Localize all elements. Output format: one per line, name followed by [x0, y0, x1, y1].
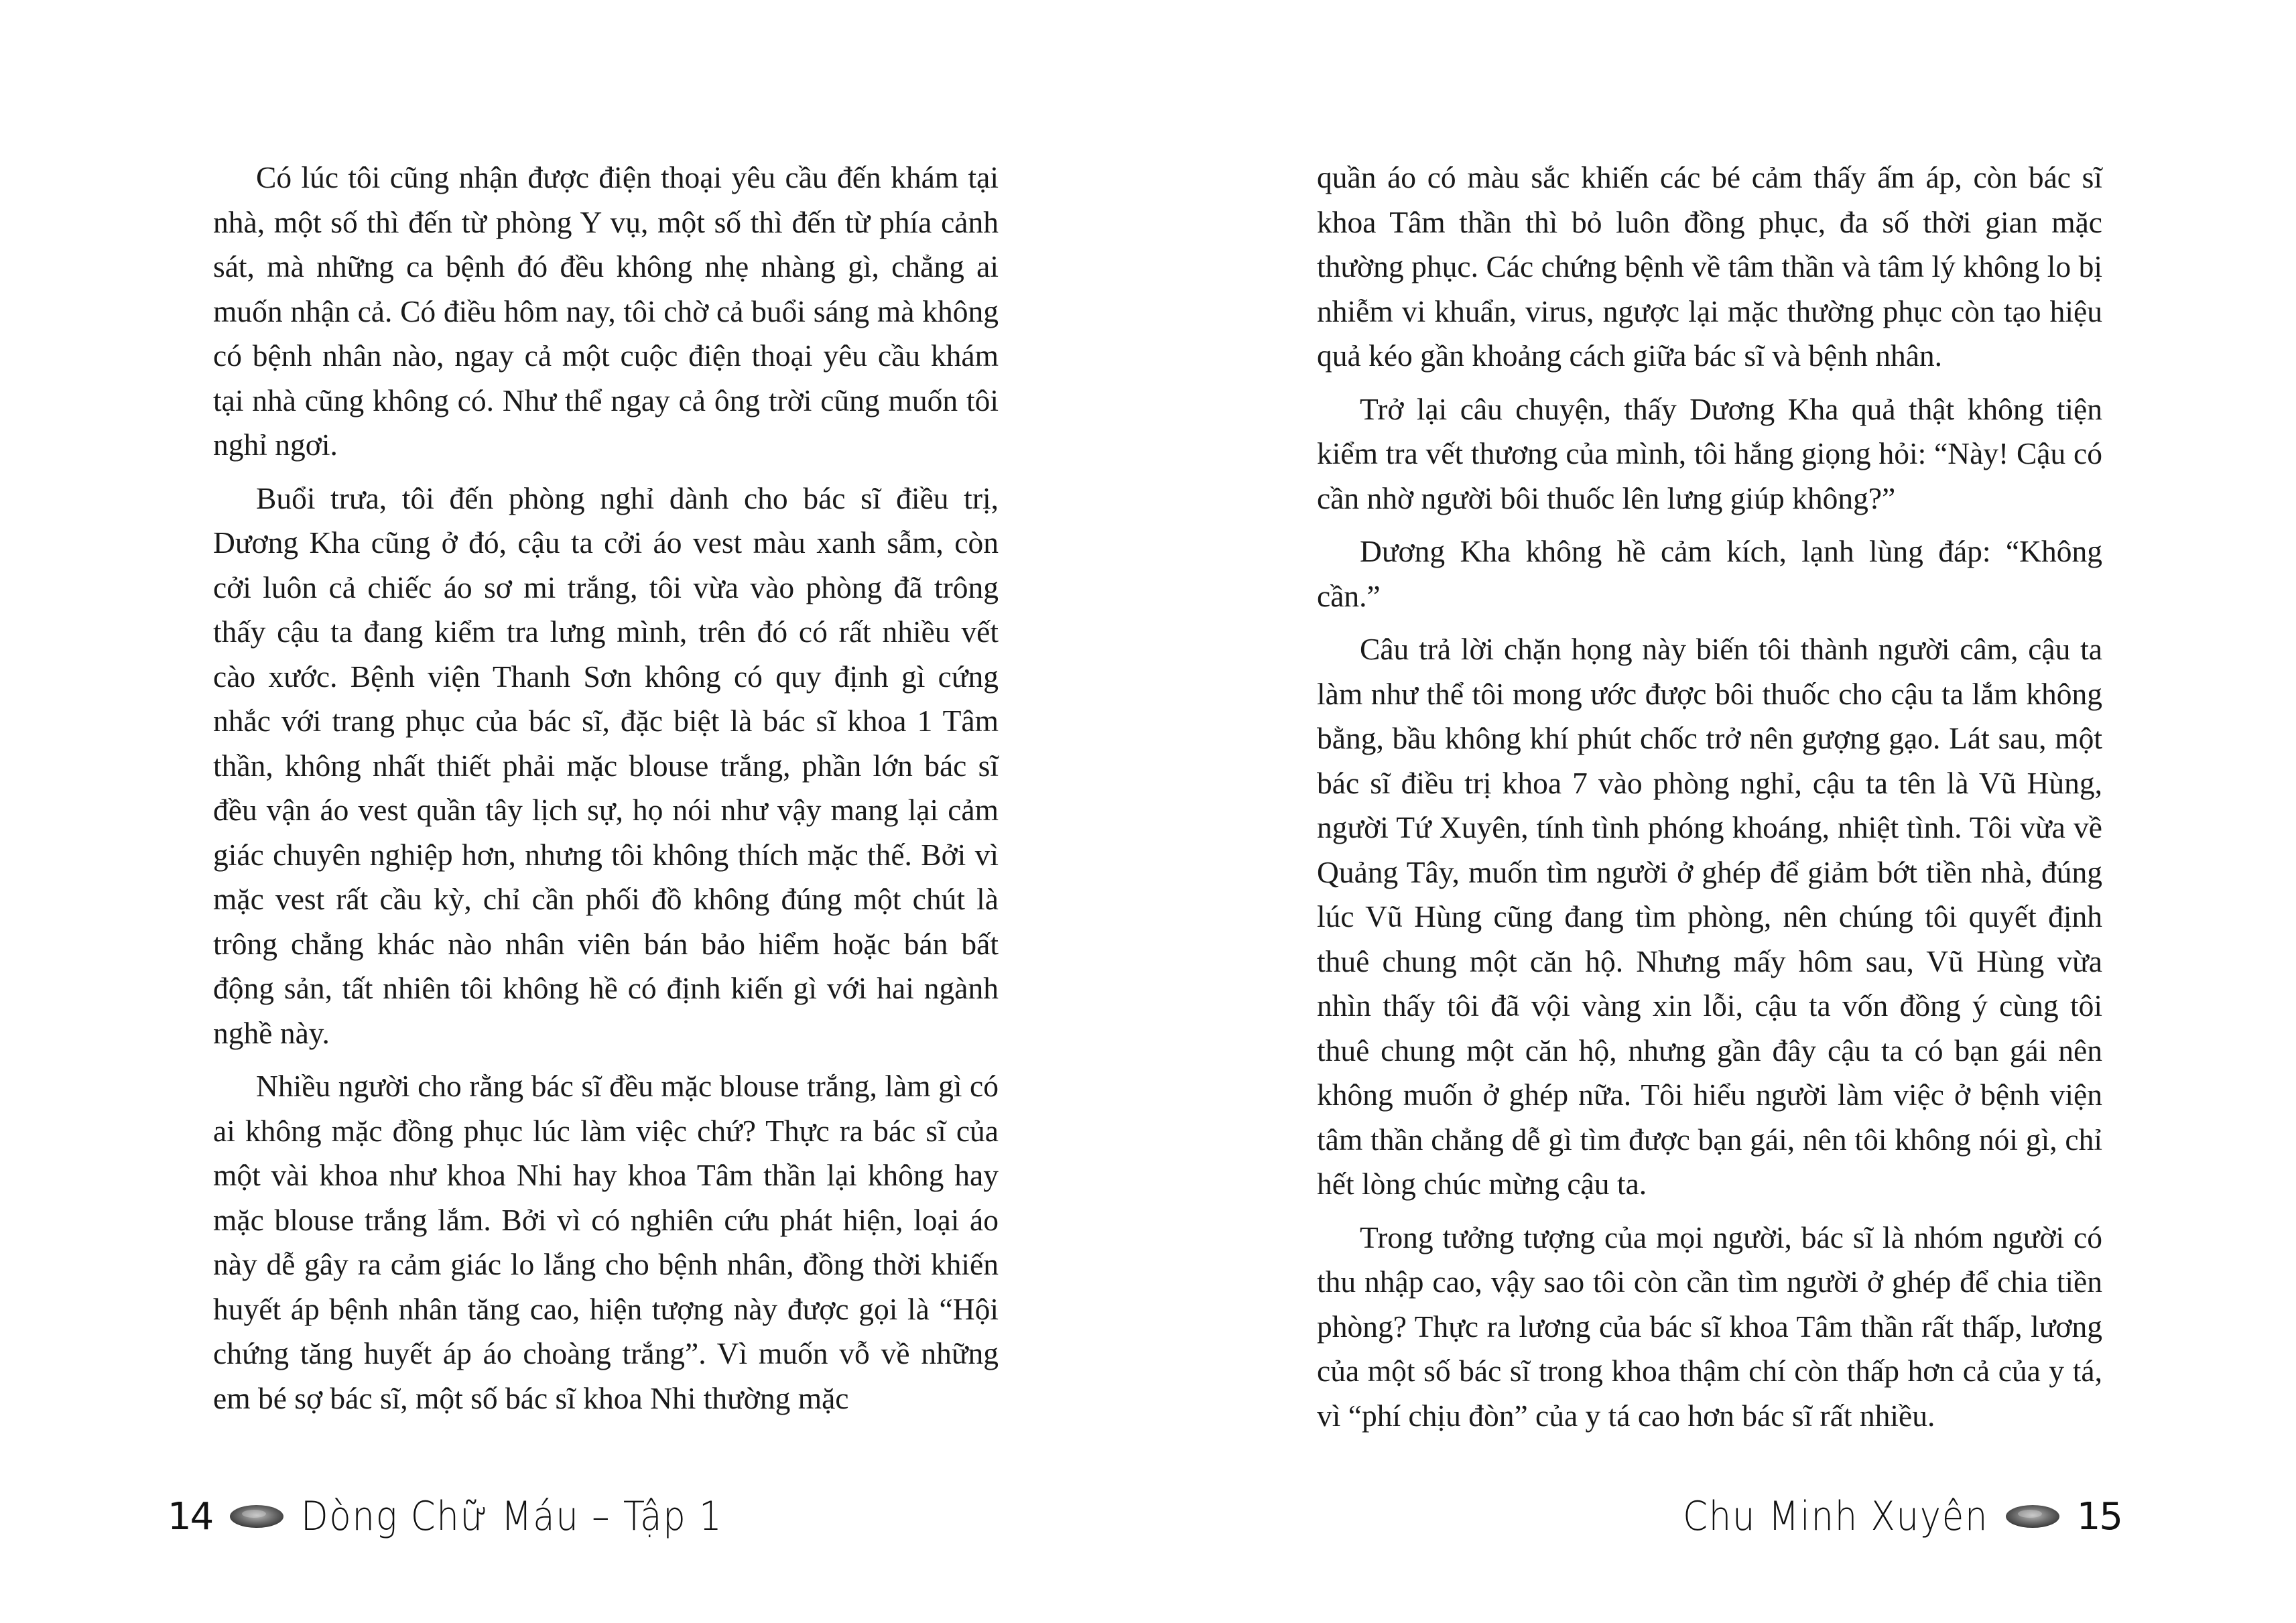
left-page-footer [168, 1486, 781, 1547]
left-page-body [213, 155, 999, 1429]
stone-ornament-icon [2002, 1501, 2063, 1532]
right-page [1148, 0, 2296, 1623]
paragraph: Dương Kha không hề cảm kích, lạnh lùng đáp: “Không cần.” [1317, 534, 2102, 613]
paragraph: Trở lại câu chuyện, thấy Dương Kha quả thật không tiện kiểm tra vết thương của mình, tôi hắng giọng hỏi: “Này! Cậu có cần nhờ người bôi thuốc lên lưng giúp không?” [1317, 391, 2102, 515]
page-number: 15 [2076, 1494, 2122, 1539]
paragraph: Có lúc tôi cũng nhận được điện thoại yêu cầu đến khám tại nhà, một số thì đến từ phòng Y vụ, một số thì đến từ phía cảnh sát, mà những ca bệnh đó đều không nhẹ nhàng gì, chẳng ai muốn nhận cả. Có điều hôm nay, tôi chờ cả buổi sáng mà không có bệnh nhân nào, ngay cả một cuộc điện thoại yêu cầu khám tại nhà cũng không có. Như thể ngay cả ông trời cũng muốn tôi nghỉ ngơi. [213, 160, 999, 462]
paragraph: Buổi trưa, tôi đến phòng nghỉ dành cho bác sĩ điều trị, Dương Kha cũng ở đó, cậu ta cởi áo vest màu xanh sẫm, còn cởi luôn cả chiếc áo sơ mi trắng, tôi vừa vào phòng đã trông thấy cậu ta đang kiểm tra lưng mình, trên đó có rất nhiều vết cào xước. Bệnh viện Thanh Sơn không có quy định gì cứng nhắc với trang phục của bác sĩ, đặc biệt là bác sĩ khoa 1 Tâm thần, không nhất thiết phải mặc blouse trắng, phần lớn bác sĩ đều vận áo vest quần tây lịch sự, họ nói như vậy mang lại cảm giác chuyên nghiệp hơn, nhưng tôi không thích mặc thế. Bởi vì mặc vest rất cầu kỳ, chỉ cần phối đồ không đúng một chút là trông chẳng khác nào nhân viên bán bảo hiểm hoặc bán bất động sản, tất nhiên tôi không hề có định kiến gì với hai ngành nghề này. [213, 480, 999, 1050]
running-title: Chu Minh Xuyên [1682, 1493, 1988, 1540]
paragraph: Trong tưởng tượng của mọi người, bác sĩ là nhóm người có thu nhập cao, vậy sao tôi còn cần tìm người ở ghép để chia tiền phòng? Thực ra lương của bác sĩ khoa Tâm thần rất thấp, lương của một số bác sĩ trong khoa thậm chí còn thấp hơn cả của y tá, vì “phí chịu đòn” của y tá cao hơn bác sĩ rất nhiều. [1317, 1220, 2102, 1433]
paragraph: quần áo có màu sắc khiến các bé cảm thấy ấm áp, còn bác sĩ khoa Tâm thần thì bỏ luôn đồng phục, đa số thời gian mặc thường phục. Các chứng bệnh về tâm thần và tâm lý không lo bị nhiễm vi khuẩn, virus, ngược lại mặc thường phục còn tạo hiệu quả kéo gần khoảng cách giữa bác sĩ và bệnh nhân. [1317, 160, 2102, 373]
page-number: 14 [168, 1494, 213, 1539]
paragraph: Nhiều người cho rằng bác sĩ đều mặc blouse trắng, làm gì có ai không mặc đồng phục lúc làm việc chứ? Thực ra bác sĩ của một vài khoa như khoa Nhi hay khoa Tâm thần lại không hay mặc blouse trắng lắm. Bởi vì có nghiên cứu phát hiện, loại áo này dễ gây ra cảm giác lo lắng cho bệnh nhân, đồng thời khiến huyết áp bệnh nhân tăng cao, hiện tượng này được gọi là “Hội chứng tăng huyết áp áo choàng trắng”. Vì muốn vỗ về những em bé sợ bác sĩ, một số bác sĩ khoa Nhi thường mặc [213, 1069, 999, 1415]
paragraph: Câu trả lời chặn họng này biến tôi thành người câm, cậu ta làm như thể tôi mong ước được bôi thuốc cho cậu ta lắm không bằng, bầu không khí phút chốc trở nên gượng gạo. Lát sau, một bác sĩ điều trị khoa 7 vào phòng nghỉ, cậu ta tên là Vũ Hùng, người Tứ Xuyên, tính tình phóng khoáng, nhiệt tình. Tôi vừa về Quảng Tây, muốn tìm người ở ghép để giảm bớt tiền nhà, đúng lúc Vũ Hùng cũng đang tìm phòng, nên chúng tôi quyết định thuê chung một căn hộ. Nhưng mấy hôm sau, Vũ Hùng vừa nhìn thấy tôi đã vội vàng xin lỗi, cậu ta vốn đồng ý cùng tôi thuê chung một căn hộ, nhưng gần đây cậu ta có bạn gái nên không muốn ở ghép nữa. Tôi hiểu người làm việc ở bệnh viện tâm thần chẳng dễ gì tìm được bạn gái, nên tôi không nói gì, chỉ hết lòng chúc mừng cậu ta. [1317, 632, 2102, 1201]
running-title: Dòng Chữ Máu – Tập 1 [301, 1493, 723, 1540]
stone-ornament-icon [226, 1501, 288, 1532]
right-page-footer [1641, 1486, 2122, 1547]
right-page-body [1317, 155, 2102, 1447]
